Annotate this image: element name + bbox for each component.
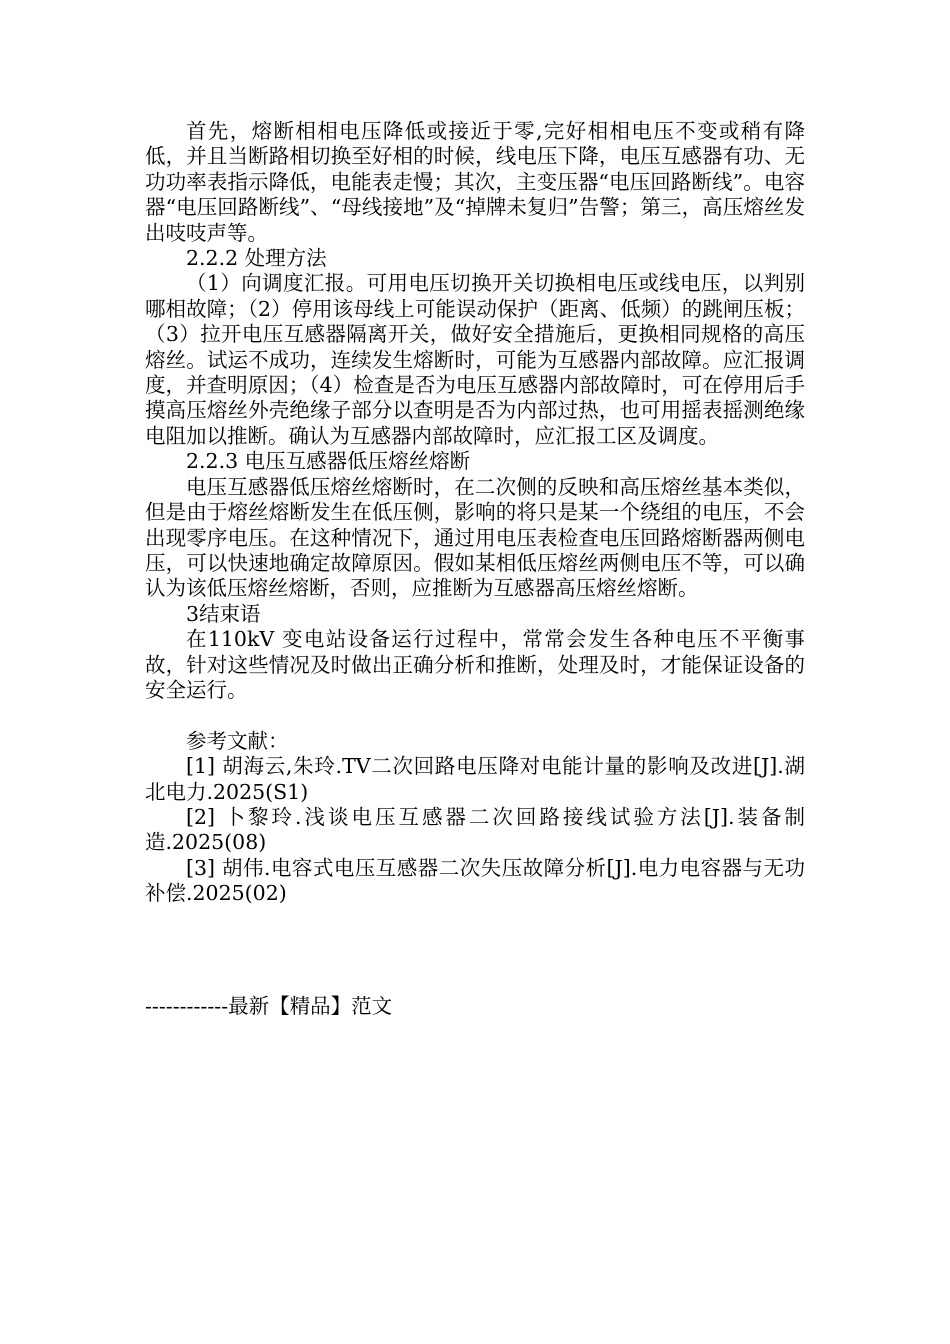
references-title: 参考文献： — [186, 728, 289, 753]
footer-banner: ------------最新【精品】范文 — [145, 994, 393, 1018]
paragraph-conclusion: 在110kV 变电站设备运行过程中，常常会发生各种电压不平衡事故，针对这些情况及时做出正确分析和推断，处理及时，才能保证设备的安全运行。 — [145, 627, 805, 702]
paragraph-low-voltage-fuse: 电压互感器低压熔丝熔断时，在二次侧的反映和高压熔丝基本类似，但是由于熔丝熔断发生在低压侧，影响的将只是某一个绕组的电压，不会出现零序电压。在这种情况下，通过用电压表检查电压回路熔断器两侧电压，可以快速地确定故障原因。假如某相低压熔丝两侧电压不等，可以确认为该低压熔丝熔断，否则，应推断为互感器高压熔丝熔断。 — [145, 474, 805, 601]
reference-item: [1] 胡海云,朱玲.TV二次回路电压降对电能计量的影响及改进[J].湖北电力.2025(S1) — [145, 754, 805, 804]
paragraph-handling-method: （1）向调度汇报。可用电压切换开关切换相电压或线电压，以判别哪相故障；（2）停用该母线上可能误动保护（距离、低频）的跳闸压板；（3）拉开电压互感器隔离开关，做好安全措施后，更换相同规格的高压熔丝。试运不成功，连续发生熔断时，可能为互感器内部故障。应汇报调度，并查明原因；（4）检查是否为电压互感器内部故障时，可在停用后手摸高压熔丝外壳绝缘子部分以查明是否为内部过热，也可用摇表摇测绝缘电阻加以推断。确认为互感器内部故障时，应汇报工区及调度。 — [145, 271, 805, 448]
section-heading-2-2-2: 2.2.2 处理方法 — [186, 246, 327, 271]
paragraph-symptoms: 首先，熔断相相电压降低或接近于零,完好相相电压不变或稍有降低，并且当断路相切换至好相的时候，线电压下降，电压互感器有功、无功功率表指示降低，电能表走慢；其次，主变压器“电压回路断线”。电容器“电压回路断线”、“母线接地”及“掉牌未复归”告警；第三，高压熔丝发出吱吱声等。 — [145, 119, 805, 245]
section-heading-3: 3结束语 — [186, 601, 261, 626]
reference-item: [3] 胡伟.电容式电压互感器二次失压故障分析[J].电力电容器与无功补偿.2025(02) — [145, 855, 805, 906]
reference-item: [2] 卜黎玲.浅谈电压互感器二次回路接线试验方法[J].装备制造.2025(08) — [145, 804, 805, 855]
section-heading-2-2-3: 2.2.3 电压互感器低压熔丝熔断 — [186, 449, 471, 474]
document-body — [145, 119, 805, 907]
blank-line — [145, 703, 805, 728]
